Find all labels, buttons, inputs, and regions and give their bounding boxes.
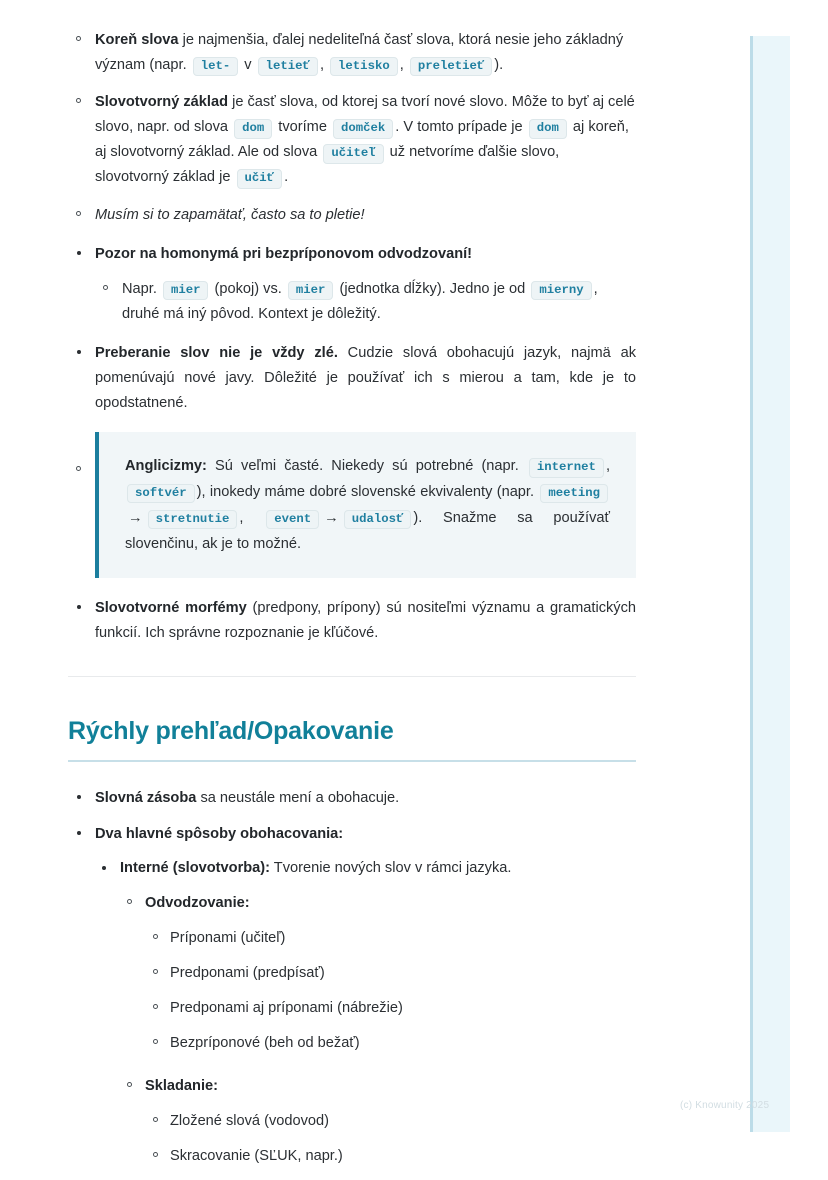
skladanie-heading-text: Skladanie: (145, 1078, 218, 1095)
anglicizmy-callout-wrapper (68, 432, 636, 578)
section-heading-rychly-prehlad: Rýchly prehľad/Opakovanie (68, 717, 636, 762)
code-chip-domcek: domček (333, 119, 393, 138)
circle-bullet-icon (153, 969, 158, 974)
interne-sublist (120, 891, 636, 1170)
code-chip-mier-2: mier (288, 281, 334, 300)
circle-bullet-icon (153, 1004, 158, 1009)
zaklad-text-5: už netvoríme ďalšie slovo, slovotvorný základ je (95, 144, 560, 186)
circle-bullet-icon (127, 1082, 132, 1087)
circle-bullet-icon (76, 36, 81, 41)
anglicizmy-text-2: , (605, 458, 610, 475)
preberanie-text: Cudzie slová obohacujú jazyk, najmä ak pomenúvajú nové javy. Dôležité je používať ich s mierou a tam, kde je to opodstatnené. (95, 344, 636, 412)
odvodzovanie-item-label: Predponami aj príponami (nábrežie) (170, 999, 403, 1016)
anglicizmy-text-4: , (239, 510, 265, 527)
code-chip-preletiet: preletieť (410, 57, 492, 76)
code-chip-mierny: mierny (531, 281, 591, 300)
arrow-right-icon-2: → (324, 510, 339, 527)
disc-bullet-icon (77, 795, 81, 799)
anglicizmy-text-3: ), inokedy máme dobré slovenské ekvivalenty (napr. (196, 484, 539, 501)
term-interne: Interné (slovotvorba): (120, 860, 271, 877)
arrow-right-icon-1: → (128, 510, 143, 527)
homonyma-text-2: (pokoj) vs. (210, 280, 286, 297)
code-chip-ucitel: učiteľ (323, 144, 383, 163)
list-item-sposoby (68, 822, 636, 1169)
list-item-slovna-zasoba (68, 786, 636, 811)
circle-bullet-icon (153, 1152, 158, 1157)
zaklad-text-6: . (284, 169, 289, 186)
list-item-slovotvorny-zaklad (68, 90, 636, 190)
summary-list (68, 786, 636, 1169)
list-item-homonyma-example (95, 277, 636, 327)
slovna-zasoba-text: sa neustále mení a obohacuje. (196, 790, 400, 807)
disc-bullet-icon (77, 605, 81, 609)
circle-bullet-icon (127, 899, 132, 904)
sposoby-sublist (95, 856, 636, 1169)
term-slovna-zasoba: Slovná zásoba (95, 790, 197, 807)
preberanie-list (68, 341, 636, 416)
circle-bullet-icon (76, 211, 81, 216)
skladanie-item-label: Zložené slová (vodovod) (170, 1113, 329, 1130)
homonyma-heading-text: Pozor na homonymá pri bezpríponovom odvodzovaní! (95, 245, 473, 262)
list-item (145, 961, 636, 986)
list-item (145, 1144, 636, 1169)
list-item-homonyma-heading (68, 242, 636, 327)
list-item-odvodzovanie (120, 891, 636, 1056)
skladanie-item-label: Skracovanie (SĽUK, napr.) (170, 1148, 343, 1165)
odvodzovanie-item-label: Príponami (učiteľ) (170, 929, 286, 946)
list-item-personal-note (68, 203, 636, 228)
code-chip-udalost: udalosť (344, 510, 412, 529)
koren-text-1: je najmenšia, ďalej nedeliteľná časť slova, ktorá nesie jeho základný význam (napr. (95, 32, 624, 74)
term-slovotvorny-zaklad: Slovotvorný základ (95, 94, 229, 111)
anglicizmy-text-5: ). Snažme sa používať slovenčinu, ak je to možné. (125, 510, 610, 553)
code-chip-event: event (266, 510, 319, 529)
disc-bullet-icon (77, 831, 81, 835)
code-chip-letisko: letisko (330, 57, 398, 76)
odvodzovanie-item-label: Predponami (predpísať) (170, 964, 325, 981)
homonyma-text-3: (jednotka dĺžky). Jedno je od (335, 280, 530, 297)
code-chip-dom-2: dom (529, 119, 567, 138)
top-list (68, 28, 636, 228)
list-item (145, 1031, 636, 1056)
koren-text-5: ). (494, 57, 504, 74)
code-chip-meeting: meeting (540, 484, 608, 503)
morfemy-text: (predpony, prípony) sú nositeľmi významu a gramatických funkcií. Ich správne rozpoznanie je kľúčové. (95, 600, 636, 642)
sposoby-heading-text: Dva hlavné spôsoby obohacovania: (95, 826, 344, 843)
circle-bullet-icon (153, 1117, 158, 1122)
morfemy-list (68, 596, 636, 646)
right-side-panel (750, 36, 790, 1132)
zaklad-text-1: je časť slova, od ktorej sa tvorí nové slovo. Môže to byť aj celé slovo, napr. od slova (95, 94, 635, 136)
odvodzovanie-items (145, 926, 636, 1056)
code-chip-letiet: letieť (258, 57, 318, 76)
circle-bullet-icon (103, 285, 108, 290)
circle-bullet-icon (153, 934, 158, 939)
list-item (145, 926, 636, 951)
koren-text-4: , (399, 57, 408, 74)
disc-bullet-icon (77, 251, 81, 255)
list-item-interne (95, 856, 636, 1169)
list-item-koren-slova (68, 28, 636, 78)
homonyma-text-1: Napr. (122, 280, 161, 297)
koren-text-2: v (240, 57, 256, 74)
circle-bullet-icon (153, 1039, 158, 1044)
list-item-skladanie (120, 1074, 636, 1169)
koren-text-3: , (319, 57, 329, 74)
anglicizmy-callout (95, 432, 636, 578)
list-item (145, 1109, 636, 1134)
code-chip-softver: softvér (127, 484, 195, 503)
disc-bullet-icon (102, 866, 106, 870)
code-chip-let: let- (193, 57, 239, 76)
personal-note-text: Musím si to zapamätať, často sa to pletie! (95, 206, 365, 223)
odvodzovanie-item-label: Bezpríponové (beh od bežať) (170, 1034, 360, 1051)
circle-bullet-icon (76, 98, 81, 103)
section-divider (68, 676, 636, 677)
code-chip-dom-1: dom (234, 119, 272, 138)
term-morfemy: Slovotvorné morfémy (95, 600, 247, 617)
circle-bullet-icon (76, 466, 81, 471)
copyright-watermark: (c) Knowunity 2025 (680, 1100, 770, 1111)
anglicizmy-text-1: Sú veľmi časté. Niekedy sú potrebné (napr. (206, 458, 527, 475)
skladanie-items (145, 1109, 636, 1169)
code-chip-ucit: učiť (237, 169, 283, 188)
list-item (145, 996, 636, 1021)
term-anglicizmy: Anglicizmy: (125, 458, 207, 475)
term-koren-slova: Koreň slova (95, 32, 179, 48)
code-chip-mier-1: mier (163, 281, 209, 300)
document-content (68, 28, 636, 1169)
homonyma-list (68, 242, 636, 327)
interne-text: Tvorenie nových slov v rámci jazyka. (270, 860, 512, 877)
odvodzovanie-heading-text: Odvodzovanie: (145, 894, 250, 911)
code-chip-stretnutie: stretnutie (148, 510, 238, 529)
homonyma-text-4: , druhé má iný pôvod. Kontext je dôležitý. (122, 280, 598, 322)
homonyma-sublist (95, 277, 636, 327)
term-preberanie: Preberanie slov nie je vždy zlé. (95, 344, 338, 361)
right-side-panel-stripe (750, 36, 753, 1132)
disc-bullet-icon (77, 350, 81, 354)
code-chip-internet: internet (529, 458, 604, 477)
list-item-preberanie (68, 341, 636, 416)
list-item-morfemy (68, 596, 636, 646)
zaklad-text-4: aj koreň, aj slovotvorný základ. Ale od slova (95, 119, 629, 161)
zaklad-text-3: . V tomto prípade je (395, 119, 527, 136)
zaklad-text-2: tvoríme (274, 119, 332, 136)
